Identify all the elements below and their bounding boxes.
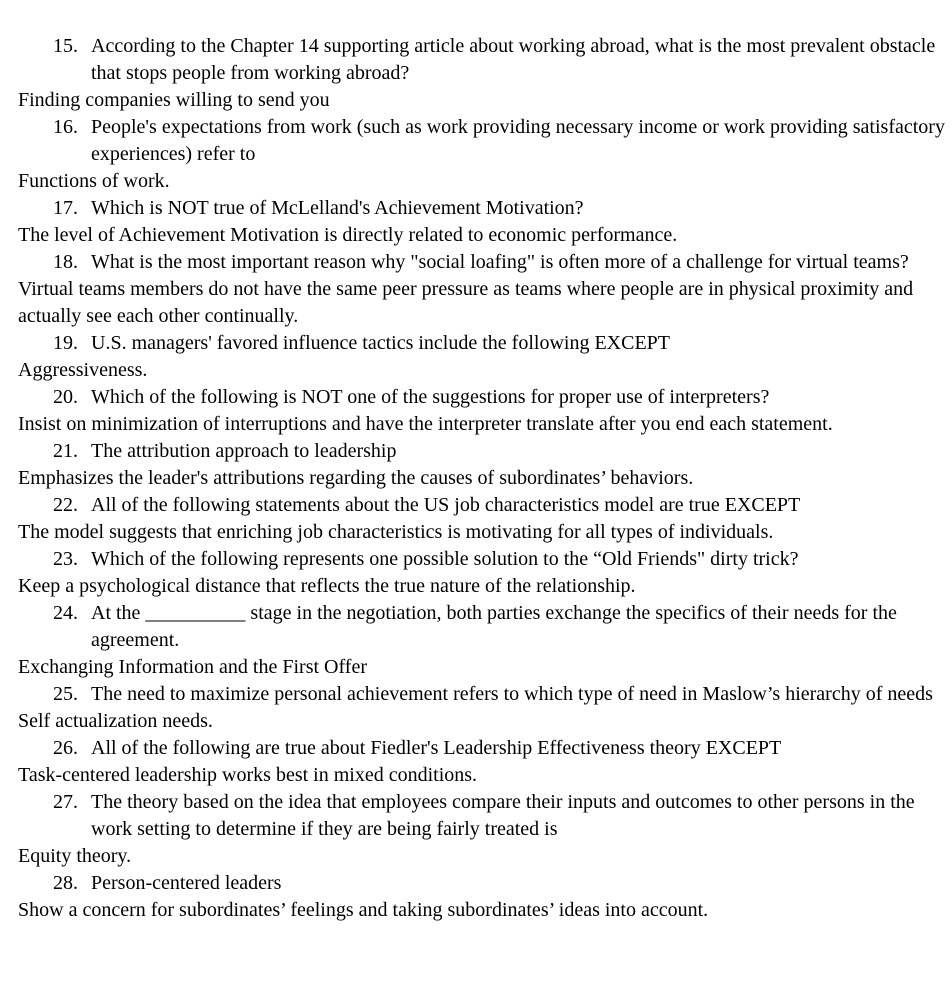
question-text: U.S. managers' favored influence tactics include the following EXCEPT [91,332,670,354]
question-number: 23. [53,548,78,570]
question-text: The need to maximize personal achievement refers to which type of need in Maslow’s hierarchy of needs [91,683,933,705]
answer-18: Virtual teams members do not have the same peer pressure as teams where people are in physical proximity and actually see each other continually. [18,278,914,327]
question-text: What is the most important reason why "social loafing" is often more of a challenge for virtual teams? [91,251,909,273]
question-number: 28. [53,872,78,894]
answer-21: Emphasizes the leader's attributions regarding the causes of subordinates’ behaviors. [18,467,694,489]
question-text: All of the following statements about the US job characteristics model are true EXCEPT [91,494,801,516]
answer-22: The model suggests that enriching job characteristics is motivating for all types of individuals. [18,521,774,543]
question-23 [18,546,948,573]
question-text: At the __________ stage in the negotiation, both parties exchange the specifics of their needs for the agreement. [91,602,897,651]
question-28 [18,870,948,897]
answer-15: Finding companies willing to send you [18,89,330,111]
question-16 [18,114,948,168]
question-number: 22. [53,494,78,516]
answer-20: Insist on minimization of interruptions and have the interpreter translate after you end each statement. [18,413,833,435]
question-number: 21. [53,440,78,462]
question-number: 16. [53,116,78,138]
question-text: According to the Chapter 14 supporting article about working abroad, what is the most prevalent obstacle that stops people from working abroad? [91,35,936,84]
answer-24: Exchanging Information and the First Offer [18,656,367,678]
question-text: The attribution approach to leadership [91,440,397,462]
question-text: Which of the following represents one possible solution to the “Old Friends" dirty trick? [91,548,799,570]
question-number: 20. [53,386,78,408]
answer-19: Aggressiveness. [18,359,148,381]
question-15 [18,33,948,87]
question-text: People's expectations from work (such as work providing necessary income or work providing satisfactory experiences) refer to [91,116,945,165]
question-number: 25. [53,683,78,705]
answer-17: The level of Achievement Motivation is directly related to economic performance. [18,224,678,246]
question-number: 27. [53,791,78,813]
question-21 [18,438,948,465]
answer-28: Show a concern for subordinates’ feelings and taking subordinates’ ideas into account. [18,899,709,921]
question-19 [18,330,948,357]
question-text: Which of the following is NOT one of the suggestions for proper use of interpreters? [91,386,770,408]
question-text: Person-centered leaders [91,872,282,894]
question-26 [18,735,948,762]
question-number: 15. [53,35,78,57]
question-24 [18,600,948,654]
question-text: The theory based on the idea that employees compare their inputs and outcomes to other persons in the work setting to determine if they are being fairly treated is [91,791,915,840]
question-25 [18,681,948,708]
question-text: Which is NOT true of McLelland's Achievement Motivation? [91,197,584,219]
question-number: 19. [53,332,78,354]
question-number: 18. [53,251,78,273]
answer-27: Equity theory. [18,845,132,867]
question-17 [18,195,948,222]
question-18 [18,249,948,276]
question-20 [18,384,948,411]
question-number: 26. [53,737,78,759]
answer-16: Functions of work. [18,170,170,192]
answer-23: Keep a psychological distance that reflects the true nature of the relationship. [18,575,636,597]
question-22 [18,492,948,519]
answer-25: Self actualization needs. [18,710,213,732]
question-number: 24. [53,602,78,624]
answer-26: Task-centered leadership works best in mixed conditions. [18,764,478,786]
question-number: 17. [53,197,78,219]
question-text: All of the following are true about Fiedler's Leadership Effectiveness theory EXCEPT [91,737,782,759]
question-27 [18,789,948,843]
